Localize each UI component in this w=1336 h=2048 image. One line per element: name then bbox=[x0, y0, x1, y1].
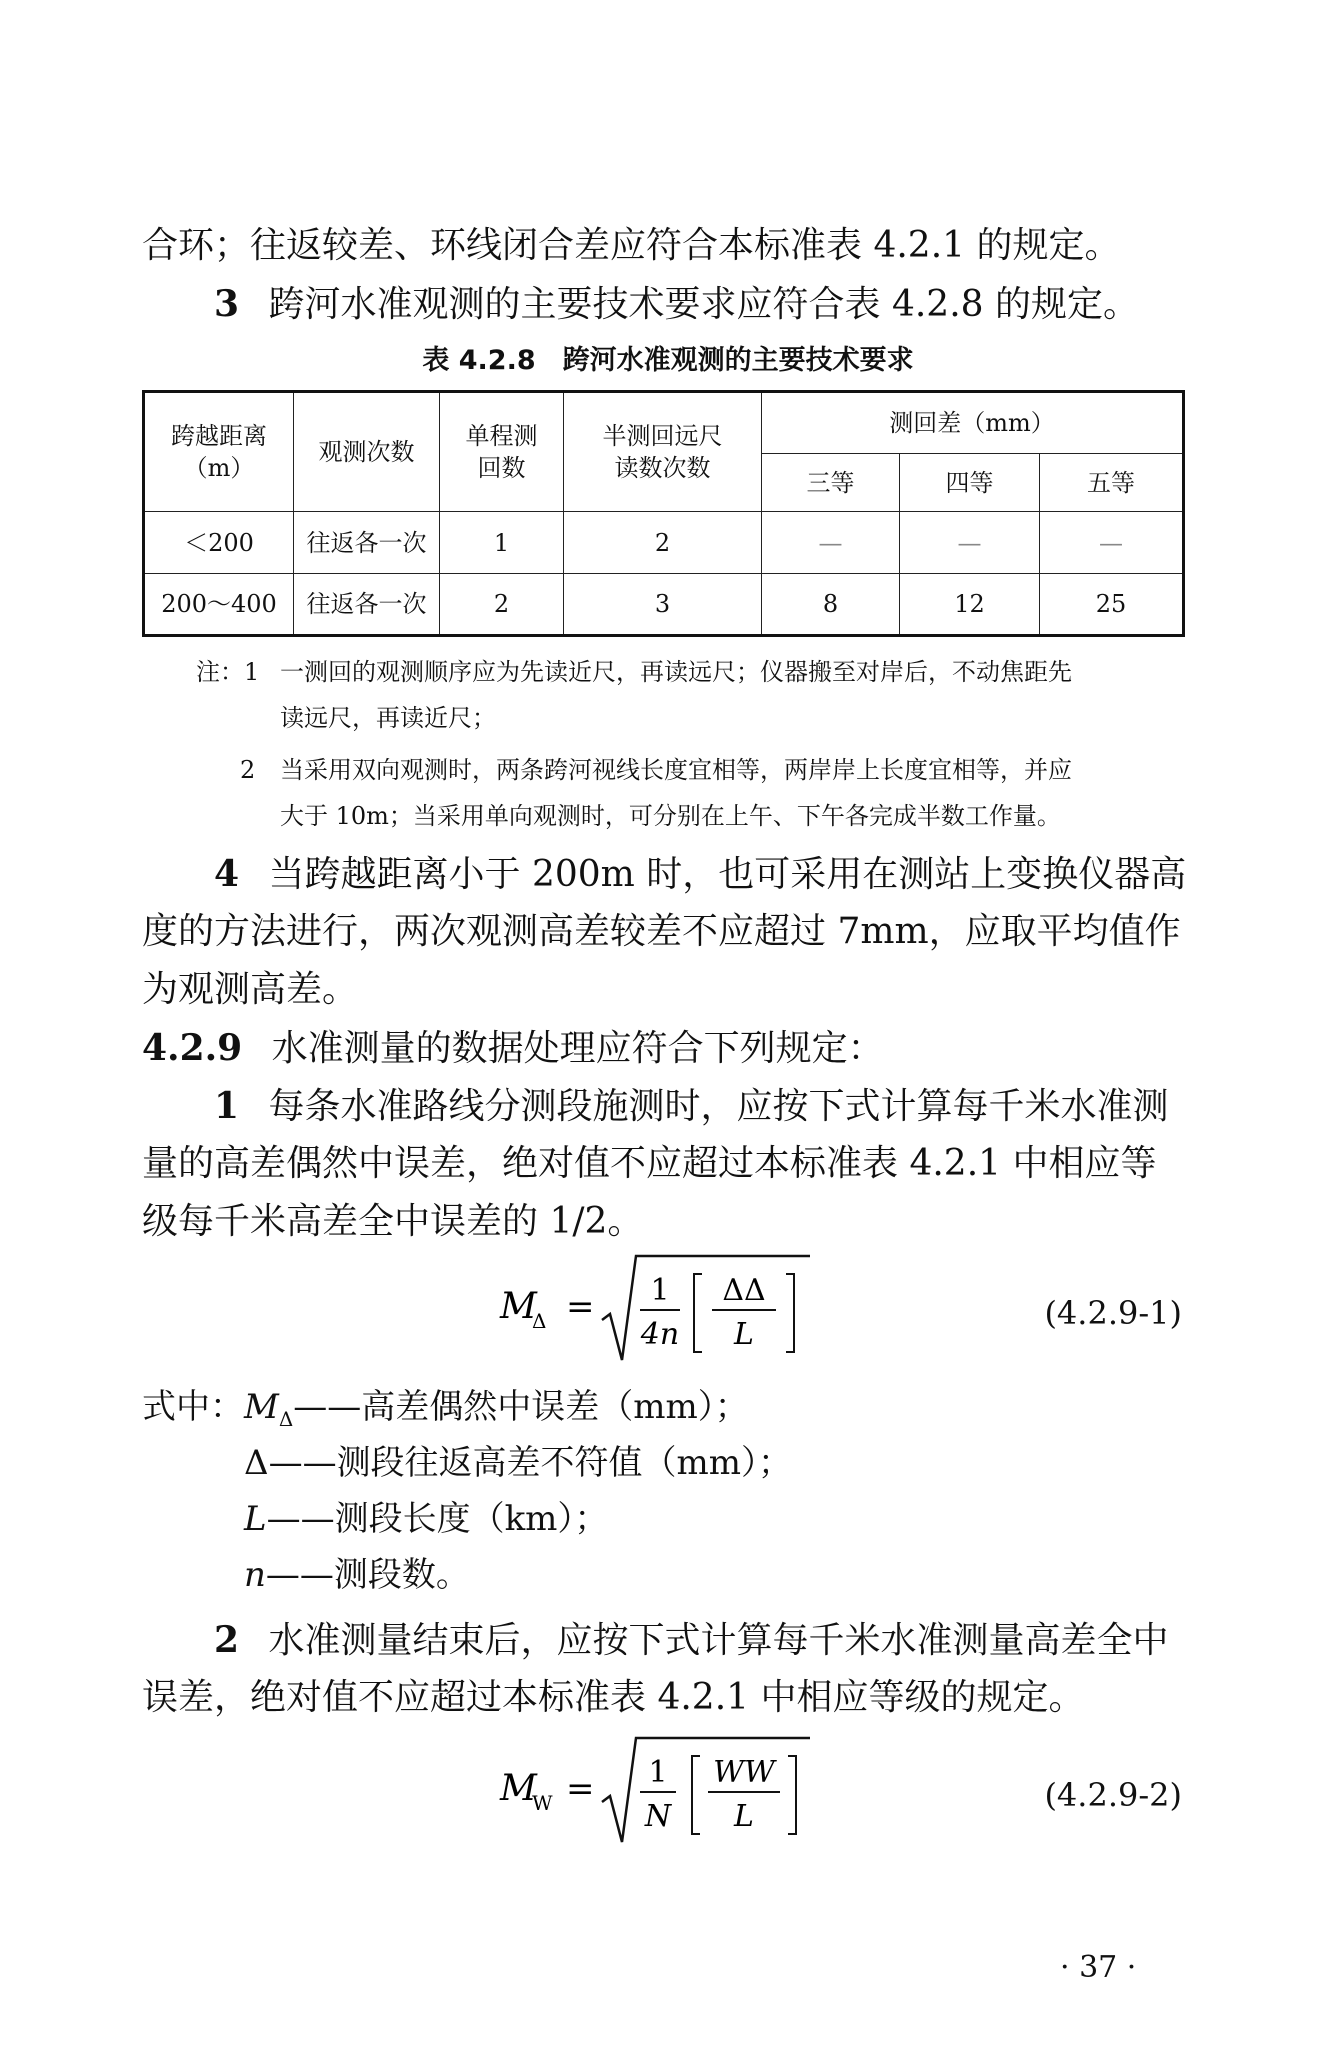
sqrt-sign bbox=[602, 1738, 810, 1842]
cell-distance: ＜200 bbox=[144, 512, 294, 574]
cell-grade5: 25 bbox=[1040, 574, 1184, 636]
clause-1-line2: 量的高差偶然中误差，绝对值不应超过本标准表 4.2.1 中相应等 bbox=[142, 1143, 1157, 1184]
header-single: 单程测 回数 bbox=[440, 392, 564, 512]
cell-count: 往返各一次 bbox=[294, 512, 440, 574]
cell-grade4: 12 bbox=[900, 574, 1040, 636]
header-count: 观测次数 bbox=[294, 392, 440, 512]
cell-half: 3 bbox=[564, 574, 762, 636]
frac-num: 1 bbox=[650, 1273, 670, 1308]
cell-grade3: — bbox=[762, 512, 900, 574]
paragraph-item-4: 4 当跨越距离小于 200m 时，也可采用在测站上变换仪器高 bbox=[214, 853, 1187, 895]
spec-table bbox=[142, 390, 1185, 637]
frac-den: 4n bbox=[640, 1317, 680, 1352]
inner-den: L bbox=[734, 1799, 754, 1834]
formula-lhs-sub: Δ bbox=[532, 1309, 547, 1333]
cell-count: 往返各一次 bbox=[294, 574, 440, 636]
section-4-2-9: 4.2.9 水准测量的数据处理应符合下列规定： bbox=[142, 1027, 884, 1069]
cell-grade5: — bbox=[1040, 512, 1184, 574]
formula-number-1: (4.2.9-1) bbox=[1044, 1294, 1182, 1332]
header-distance: 跨越距离 （m） bbox=[144, 392, 294, 512]
note-label: 注：1 bbox=[196, 658, 260, 686]
formula-eq: = bbox=[566, 1287, 595, 1327]
where-n: n——测段数。 bbox=[244, 1555, 470, 1595]
clause-1: 1 每条水准路线分测段施测时，应按下式计算每千米水准测 bbox=[214, 1085, 1169, 1127]
right-bracket bbox=[786, 1274, 794, 1352]
inner-den: L bbox=[734, 1317, 754, 1352]
item-text: 跨河水准观测的主要技术要求应符合表 4.2.8 的规定。 bbox=[268, 284, 1140, 325]
formula-4-2-9-2 bbox=[490, 1730, 830, 1850]
paragraph-item-4-line2: 度的方法进行，两次观测高差较差不应超过 7mm，应取平均值作 bbox=[142, 911, 1181, 952]
where-delta: Δ——测段往返高差不符值（mm）； bbox=[244, 1443, 793, 1483]
header-half: 半测回远尺 读数次数 bbox=[564, 392, 762, 512]
cell-half: 2 bbox=[564, 512, 762, 574]
inner-num: ΔΔ bbox=[722, 1273, 766, 1308]
note-2-line2: 大于 10m；当采用单向观测时，可分别在上午、下午各完成半数工作量。 bbox=[280, 802, 1061, 830]
paragraph-item-3 bbox=[214, 280, 1182, 329]
note-1-line1: 一测回的观测顺序应为先读近尺，再读远尺；仪器搬至对岸后，不动焦距先 bbox=[280, 658, 1072, 686]
right-bracket bbox=[788, 1756, 796, 1834]
formula-lhs: M bbox=[500, 1768, 537, 1809]
paragraph-ring-closure: 合环；往返较差、环线闭合差应符合本标准表 4.2.1 的规定。 bbox=[142, 225, 1121, 266]
cell-distance: 200～400 bbox=[144, 574, 294, 636]
cell-single: 1 bbox=[440, 512, 564, 574]
note-2-line1: 当采用双向观测时，两条跨河视线长度宜相等，两岸岸上长度宜相等，并应 bbox=[280, 756, 1072, 784]
page-number: · 37 · bbox=[1060, 1950, 1137, 1985]
where-l: L——测段长度（km）； bbox=[244, 1499, 609, 1539]
formula-lhs-sub: W bbox=[532, 1791, 553, 1815]
header-diff-group: 测回差（mm） bbox=[762, 392, 1184, 454]
cell-grade4: — bbox=[900, 512, 1040, 574]
header-grade4: 四等 bbox=[900, 454, 1040, 512]
table-row bbox=[144, 512, 1184, 574]
formula-eq: = bbox=[566, 1769, 595, 1809]
header-grade5: 五等 bbox=[1040, 454, 1184, 512]
formula-4-2-9-1 bbox=[490, 1248, 830, 1368]
item-number: 3 bbox=[214, 283, 240, 325]
header-grade3: 三等 bbox=[762, 454, 900, 512]
frac-den: N bbox=[644, 1799, 672, 1834]
sqrt-sign bbox=[602, 1256, 810, 1360]
cell-single: 2 bbox=[440, 574, 564, 636]
where-m: 式中：$M_\Delta——$高差偶然中误差（mm）； bbox=[142, 1387, 749, 1431]
clause-1-line3: 级每千米高差全中误差的 1/2。 bbox=[142, 1201, 644, 1242]
note-2-number: 2 bbox=[240, 756, 256, 784]
clause-2-line2: 误差，绝对值不应超过本标准表 4.2.1 中相应等级的规定。 bbox=[142, 1677, 1085, 1718]
table-caption: 表 4.2.8 跨河水准观测的主要技术要求 bbox=[422, 345, 914, 376]
clause-2: 2 水准测量结束后，应按下式计算每千米水准测量高差全中 bbox=[214, 1619, 1169, 1661]
cell-grade3: 8 bbox=[762, 574, 900, 636]
inner-num: WW bbox=[713, 1755, 775, 1790]
paragraph-item-4-line3: 为观测高差。 bbox=[142, 969, 359, 1010]
table-row bbox=[144, 574, 1184, 636]
frac-num: 1 bbox=[648, 1755, 668, 1790]
formula-lhs: M bbox=[500, 1286, 537, 1327]
left-bracket bbox=[692, 1756, 700, 1834]
left-bracket bbox=[694, 1274, 702, 1352]
note-1-line2: 读远尺，再读近尺； bbox=[280, 704, 496, 732]
formula-number-2: (4.2.9-2) bbox=[1044, 1776, 1182, 1814]
